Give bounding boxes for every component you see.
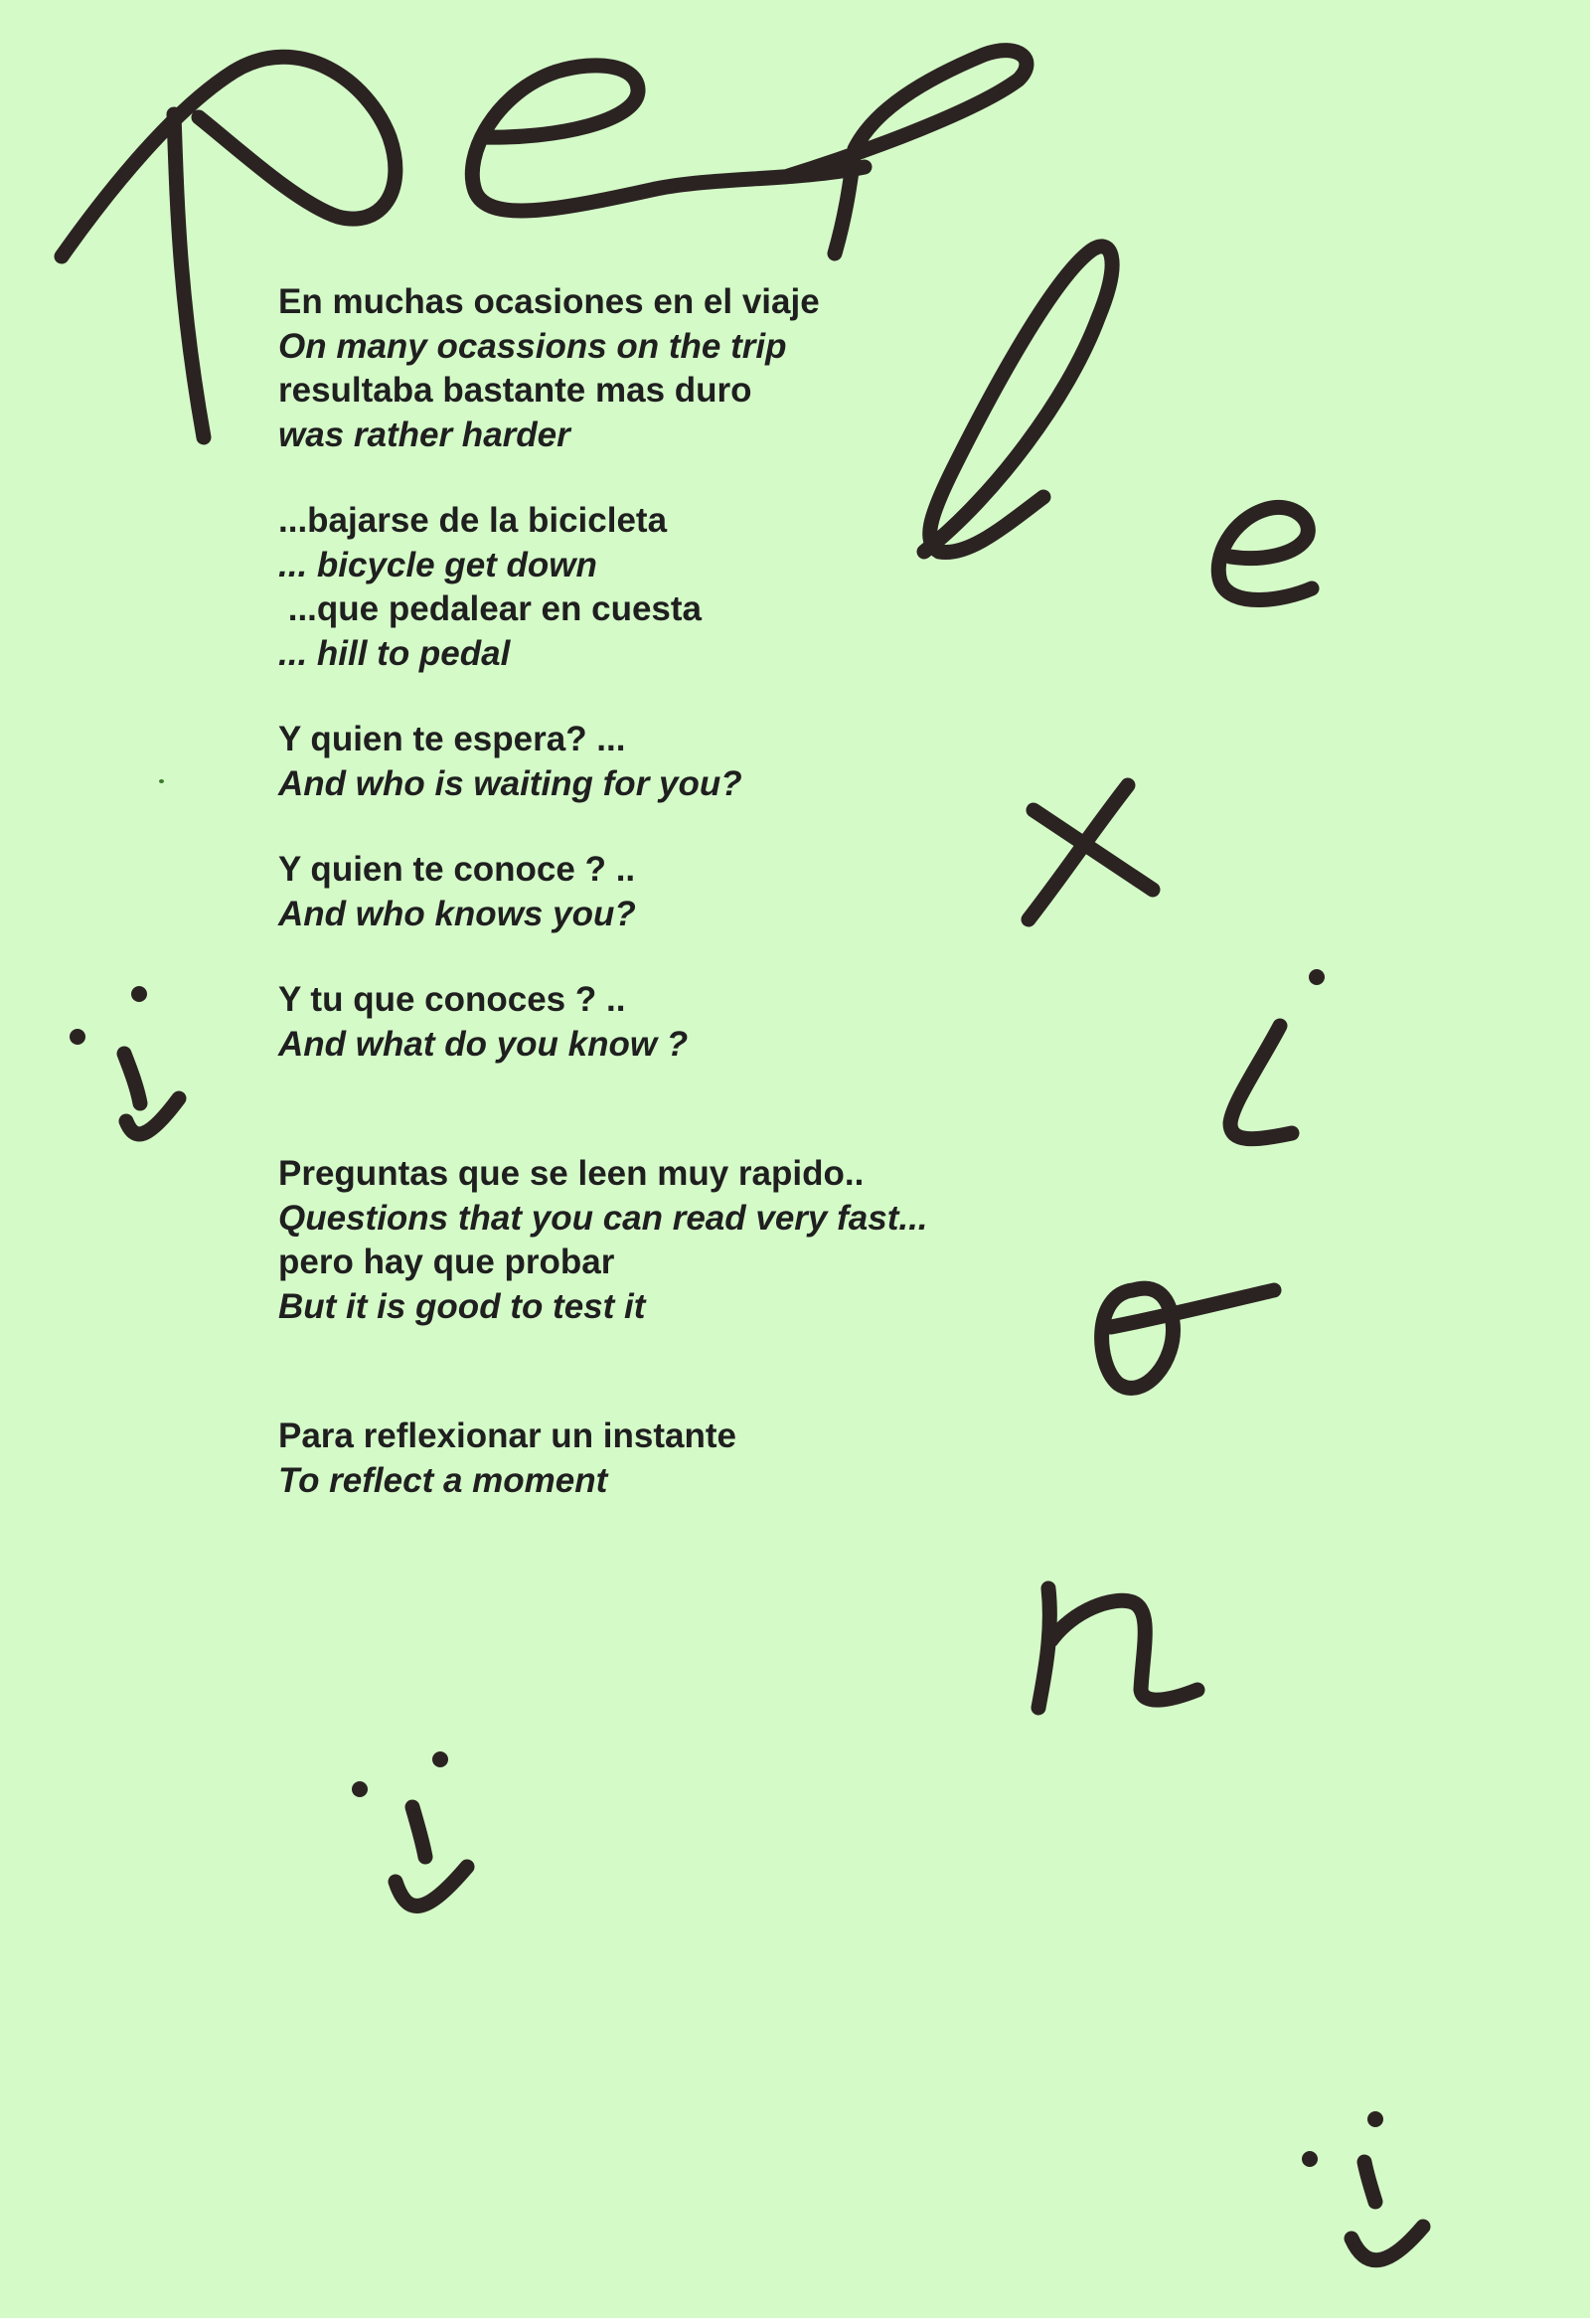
poem-line-es: En muchas ocasiones en el viaje <box>278 282 820 321</box>
doodle-nose-line <box>412 1807 425 1857</box>
handwritten-letter-i-dot <box>1309 969 1325 985</box>
doodle-dot <box>352 1781 368 1797</box>
poem-line-en: And who is waiting for you? <box>278 763 742 803</box>
doodle-dot <box>1367 2111 1383 2127</box>
poem-line-en: was rather harder <box>278 415 570 454</box>
poem-text <box>278 280 1034 1545</box>
page-bottom-edge <box>0 2318 1590 2324</box>
poem-line-es: Para reflexionar un instante <box>278 1416 736 1455</box>
doodle-smile <box>396 1867 467 1906</box>
poem-line-es: ...que pedalear en cuesta <box>278 589 702 628</box>
doodle-dot <box>70 1029 85 1045</box>
stanza-4 <box>278 848 1034 936</box>
poem-line-es: Preguntas que se leen muy rapido.. <box>278 1154 865 1193</box>
stanza-6 <box>278 1152 1034 1329</box>
poem-line-es: Y quien te espera? ... <box>278 720 626 758</box>
poem-line-es: resultaba bastante mas duro <box>278 371 752 410</box>
handwritten-letter-o <box>1102 1288 1274 1388</box>
poem-line-en: On many ocassions on the trip <box>278 326 787 366</box>
poem-line-en: To reflect a moment <box>278 1460 608 1500</box>
smiley-doodle <box>1302 2111 1423 2260</box>
poem-line-en: ... hill to pedal <box>278 633 511 673</box>
poem-line-es: pero hay que probar <box>278 1243 615 1281</box>
poem-line-en: Questions that you can read very fast... <box>278 1198 928 1238</box>
handwritten-letter-e-1 <box>472 66 656 211</box>
doodle-nose-line <box>1364 2162 1375 2202</box>
doodle-nose-line <box>124 1054 140 1103</box>
paper-speck <box>159 779 164 783</box>
doodle-dot <box>1302 2151 1318 2167</box>
doodle-smile <box>126 1098 179 1134</box>
poem-line-en: And who knows you? <box>278 894 636 933</box>
stanza-2 <box>278 499 1034 676</box>
stanza-5 <box>278 978 1034 1067</box>
poem-line-en: ... bicycle get down <box>278 545 597 584</box>
handwritten-letter-e-2 <box>1218 507 1312 599</box>
doodle-dot <box>131 986 147 1002</box>
poem-line-es: Y quien te conoce ? .. <box>278 850 636 889</box>
doodle-dot <box>432 1751 448 1767</box>
stanza-3 <box>278 718 1034 806</box>
doodle-smile <box>1352 2227 1423 2260</box>
handwritten-letter-i <box>1230 1026 1292 1139</box>
smiley-doodle <box>70 986 179 1134</box>
smiley-doodle <box>352 1751 467 1906</box>
stanza-7 <box>278 1414 1034 1503</box>
handwritten-letter-x <box>1029 785 1153 919</box>
poem-line-en: But it is good to test it <box>278 1286 646 1326</box>
stanza-1 <box>278 280 1034 457</box>
handwritten-letter-f <box>656 51 1027 253</box>
poem-line-en: And what do you know ? <box>278 1024 689 1064</box>
handwritten-letter-n <box>1038 1588 1197 1708</box>
poem-line-es: ...bajarse de la bicicleta <box>278 501 668 540</box>
poem-line-es: Y tu que conoces ? .. <box>278 980 626 1019</box>
